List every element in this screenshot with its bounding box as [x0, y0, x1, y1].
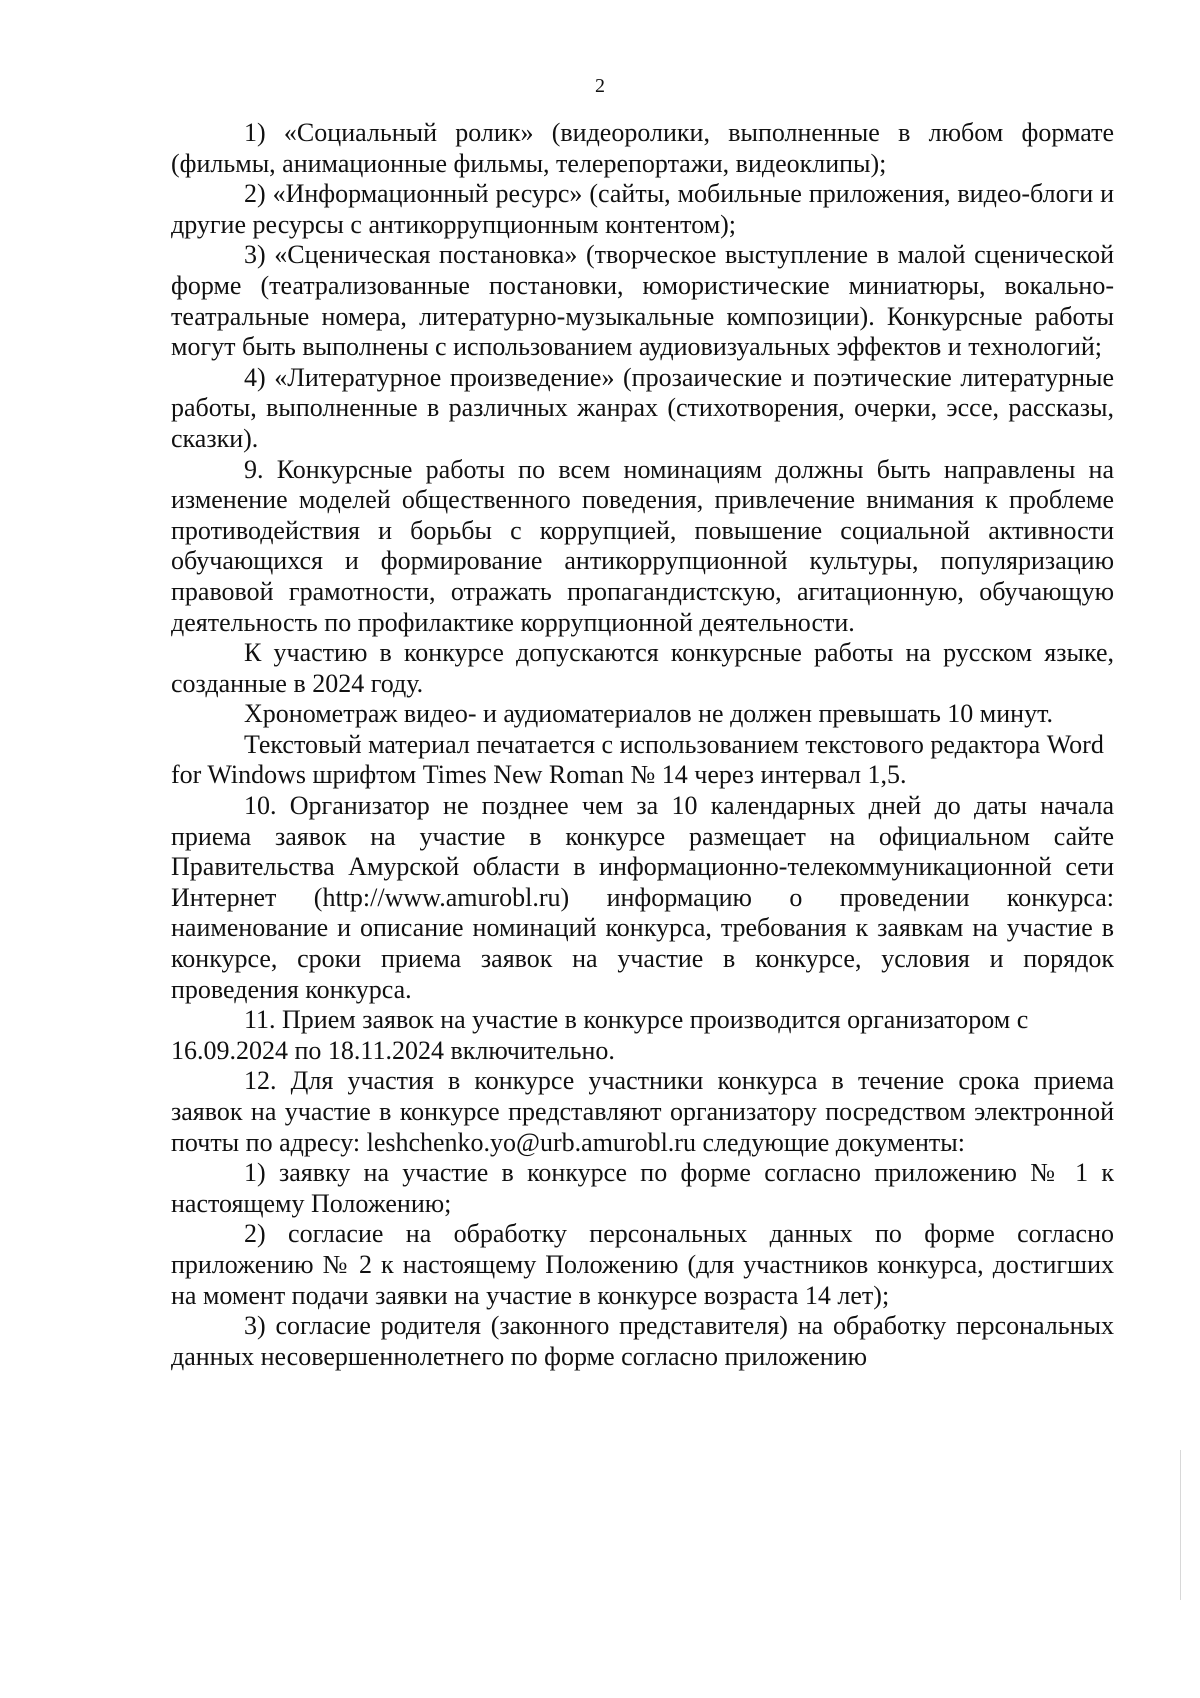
page-number: 2	[595, 75, 605, 97]
paragraph-nomination-stage-performance: 3) «Сценическая постановка» (творческое выступление в малой сценической форме (театрализованные постановки, юмористические миниатюры, вокально-театральные номера, литературно-музыкальные композиции). Конкурсные работы могут быть выполнены с использованием аудиовизуальных эффектов и технологий;	[171, 240, 1114, 362]
paragraph-duration-limit: Хронометраж видео- и аудиоматериалов не должен превышать 10 минут.	[244, 699, 1053, 729]
paragraph-item-12: 12. Для участия в конкурсе участники конкурса в течение срока приема заявок на участие в конкурсе представляют организатору посредством электронной почты по адресу: leshchenko.yo@urb.amurobl.ru следующие документы:	[171, 1066, 1114, 1157]
scan-edge-mark	[1180, 1450, 1181, 1600]
paragraph-nomination-social-video: 1) «Социальный ролик» (видеоролики, выполненные в любом формате (фильмы, анимационные фильмы, телерепортажи, видеоклипы);	[171, 118, 1114, 178]
paragraph-document-application: 1) заявку на участие в конкурсе по форме согласно приложению № 1 к настоящему Положению;	[171, 1158, 1114, 1218]
paragraph-document-parent-consent: 3) согласие родителя (законного представителя) на обработку персональных данных несовершеннолетнего по форме согласно приложению	[171, 1311, 1114, 1371]
paragraph-document-personal-data-consent: 2) согласие на обработку персональных данных по форме согласно приложению № 2 к настоящему Положению (для участников конкурса, достигших на момент подачи заявки на участие в конкурсе возраста 14 лет);	[171, 1219, 1114, 1310]
paragraph-language-requirement: К участию в конкурсе допускаются конкурсные работы на русском языке, созданные в 2024 году.	[171, 638, 1114, 698]
paragraph-item-10: 10. Организатор не позднее чем за 10 календарных дней до даты начала приема заявок на участие в конкурсе размещает на официальном сайте Правительства Амурской области в информационно-телекоммуникационной сети Интернет (http://www.amurobl.ru) информацию о проведении конкурса: наименование и описание номинаций конкурса, требования к заявкам на участие в конкурсе, сроки приема заявок на участие в конкурсе, условия и порядок проведения конкурса.	[171, 791, 1114, 1004]
paragraph-item-11: 11. Прием заявок на участие в конкурсе производится организатором с 16.09.2024 по 18.11.2024 включительно.	[171, 1005, 1029, 1065]
document-body	[171, 118, 1114, 1372]
paragraph-text-format: Текстовый материал печатается с использованием текстового редактора Word for Windows шрифтом Times New Roman № 14 через интервал 1,5.	[171, 729, 1104, 790]
paragraph-item-9: 9. Конкурсные работы по всем номинациям должны быть направлены на изменение моделей общественного поведения, привлечение внимания к проблеме противодействия и борьбы с коррупцией, повышение социальной активности обучающихся и формирование антикоррупционной культуры, популяризацию правовой грамотности, отражать пропагандистскую, агитационную, обучающую деятельность по профилактике коррупционной деятельности.	[171, 454, 1114, 637]
paragraph-nomination-literary-work: 4) «Литературное произведение» (прозаические и поэтические литературные работы, выполненные в различных жанрах (стихотворения, очерки, эссе, рассказы, сказки).	[171, 362, 1114, 453]
paragraph-nomination-information-resource: 2) «Информационный ресурс» (сайты, мобильные приложения, видео-блоги и другие ресурсы с антикоррупционным контентом);	[171, 179, 1114, 239]
